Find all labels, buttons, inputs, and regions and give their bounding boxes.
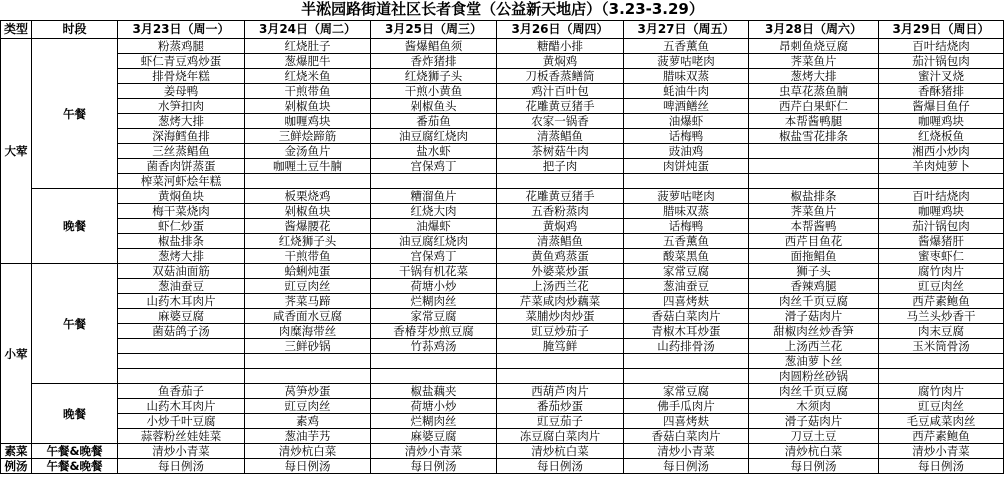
dish-cell: 茄汁锅包肉	[879, 54, 1004, 69]
dish-cell: 麻婆豆腐	[118, 309, 245, 324]
dish-cell: 把子肉	[497, 159, 624, 174]
dish-cell: 番茄炒蛋	[497, 399, 624, 414]
menu-table	[0, 20, 1004, 474]
menu-row	[1, 354, 1004, 369]
dish-cell: 清炒小青菜	[118, 444, 245, 459]
dish-cell: 虫草花蒸鱼腩	[749, 84, 879, 99]
dish-cell: 香菇白菜肉片	[624, 309, 749, 324]
dish-cell: 腊味双蒸	[624, 69, 749, 84]
dish-cell: 荠菜鱼片	[749, 204, 879, 219]
dish-cell: 咖喱鸡块	[879, 114, 1004, 129]
dish-cell: 花雕黄豆猪手	[497, 189, 624, 204]
dish-cell: 葱油蚕豆	[624, 279, 749, 294]
header-day-fri: 3月27日（周五）	[624, 21, 749, 39]
dish-cell	[245, 174, 371, 189]
dish-cell: 莴笋炒蛋	[245, 384, 371, 399]
dish-cell: 荷塘小炒	[371, 399, 497, 414]
dish-cell: 肉饼炖蛋	[624, 159, 749, 174]
dish-cell: 清炒杭白菜	[497, 444, 624, 459]
menu-row	[1, 129, 1004, 144]
dish-cell: 马兰头炒香干	[879, 309, 1004, 324]
dish-cell	[624, 369, 749, 384]
menu-row	[1, 294, 1004, 309]
dish-cell: 葱烤大排	[749, 69, 879, 84]
dish-cell: 咸香面水豆腐	[245, 309, 371, 324]
dish-cell: 黄焖鱼块	[118, 189, 245, 204]
menu-row	[1, 339, 1004, 354]
dish-cell: 酱爆目鱼仔	[879, 99, 1004, 114]
dish-cell: 三鲜烩蹄筋	[245, 129, 371, 144]
menu-row	[1, 414, 1004, 429]
dish-cell: 话梅鸭	[624, 129, 749, 144]
header-day-tue: 3月24日（周二）	[245, 21, 371, 39]
dish-cell: 湘西小炒肉	[879, 144, 1004, 159]
menu-row	[1, 174, 1004, 189]
dish-cell	[118, 339, 245, 354]
dish-cell: 肉糜海带丝	[245, 324, 371, 339]
dish-cell: 梅干菜烧肉	[118, 204, 245, 219]
dish-cell: 狮子头	[749, 264, 879, 279]
header-day-mon: 3月23日（周一）	[118, 21, 245, 39]
category-label: 大荤	[1, 39, 32, 264]
dish-cell	[749, 174, 879, 189]
dish-cell: 干锅有机花菜	[371, 264, 497, 279]
period-label: 午餐&晚餐	[32, 444, 118, 459]
menu-row	[1, 69, 1004, 84]
dish-cell: 家常豆腐	[624, 264, 749, 279]
dish-cell: 咖喱鸡块	[245, 114, 371, 129]
dish-cell: 蛤蜊炖蛋	[245, 264, 371, 279]
dish-cell: 每日例汤	[245, 459, 371, 474]
dish-cell: 豇豆茄子	[497, 414, 624, 429]
dish-cell: 素鸡	[245, 414, 371, 429]
menu-row	[1, 369, 1004, 384]
dish-cell: 每日例汤	[497, 459, 624, 474]
dish-cell: 烂糊肉丝	[371, 294, 497, 309]
dish-cell	[749, 144, 879, 159]
dish-cell: 椒盐雪花排条	[749, 129, 879, 144]
dish-cell: 红烧米鱼	[245, 69, 371, 84]
period-label: 午餐&晚餐	[32, 459, 118, 474]
dish-cell: 荠菜马蹄	[245, 294, 371, 309]
dish-cell: 水笋扣肉	[118, 99, 245, 114]
dish-cell: 清炒小青菜	[879, 444, 1004, 459]
menu-row	[1, 429, 1004, 444]
dish-cell: 咖喱鸡块	[879, 204, 1004, 219]
dish-cell	[879, 354, 1004, 369]
dish-cell: 剁椒鱼头	[371, 99, 497, 114]
category-label: 素菜	[1, 444, 32, 459]
dish-cell: 红烧狮子头	[371, 69, 497, 84]
dish-cell: 麻婆豆腐	[371, 429, 497, 444]
menu-row	[1, 384, 1004, 399]
menu-row	[1, 84, 1004, 99]
dish-cell: 上汤西兰花	[497, 279, 624, 294]
dish-cell: 姜母鸭	[118, 84, 245, 99]
dish-cell: 豇豆肉丝	[245, 279, 371, 294]
dish-cell: 话梅鸭	[624, 219, 749, 234]
dish-cell: 酱爆猪肝	[879, 234, 1004, 249]
dish-cell: 糟溜鱼片	[371, 189, 497, 204]
dish-cell	[371, 174, 497, 189]
dish-cell: 香菇白菜肉片	[624, 429, 749, 444]
dish-cell: 腊味双蒸	[624, 204, 749, 219]
menu-row	[1, 324, 1004, 339]
dish-cell: 香辣鸡腿	[749, 279, 879, 294]
dish-cell	[371, 369, 497, 384]
dish-cell: 花雕黄豆猪手	[497, 99, 624, 114]
dish-cell: 木须肉	[749, 399, 879, 414]
dish-cell: 油爆虾	[624, 114, 749, 129]
dish-cell: 五香薰鱼	[624, 39, 749, 54]
dish-cell: 每日例汤	[624, 459, 749, 474]
dish-cell: 清炒小青菜	[624, 444, 749, 459]
dish-cell: 菌香肉饼蒸蛋	[118, 159, 245, 174]
dish-cell: 椒盐排条	[118, 234, 245, 249]
menu-row	[1, 279, 1004, 294]
dish-cell: 啤酒鳝丝	[624, 99, 749, 114]
dish-cell: 油爆虾	[371, 219, 497, 234]
dish-cell: 佛手瓜肉片	[624, 399, 749, 414]
dish-cell: 虾仁青豆鸡炒蛋	[118, 54, 245, 69]
dish-cell: 黄鱼鸡蒸蛋	[497, 249, 624, 264]
dish-cell	[118, 354, 245, 369]
dish-cell: 盐水虾	[371, 144, 497, 159]
dish-cell: 本帮酱鸭	[749, 219, 879, 234]
dish-cell: 清炒杭白菜	[749, 444, 879, 459]
dish-cell: 芹菜咸肉炒藕菜	[497, 294, 624, 309]
dish-cell: 清蒸鲳鱼	[497, 129, 624, 144]
dish-cell: 四喜烤麸	[624, 294, 749, 309]
menu-row	[1, 264, 1004, 279]
dish-cell: 茄汁锅包肉	[879, 219, 1004, 234]
dish-cell: 腐竹肉片	[879, 384, 1004, 399]
dish-cell: 山药木耳肉片	[118, 294, 245, 309]
dish-cell: 上汤西兰花	[749, 339, 879, 354]
dish-cell: 榨菜河虾烩年糕	[118, 174, 245, 189]
dish-cell: 葱油萝卜丝	[749, 354, 879, 369]
menu-row	[1, 219, 1004, 234]
dish-cell	[624, 354, 749, 369]
dish-cell: 干煎带鱼	[245, 249, 371, 264]
dish-cell: 烂糊肉丝	[371, 414, 497, 429]
dish-cell: 豇豆肉丝	[879, 399, 1004, 414]
dish-cell: 豇豆肉丝	[879, 279, 1004, 294]
dish-cell: 剁椒鱼块	[245, 99, 371, 114]
page-title: 半淞园路街道社区长者食堂（公益新天地店）（3.23-3.29）	[301, 0, 704, 18]
dish-cell: 农家一锅香	[497, 114, 624, 129]
dish-cell	[879, 369, 1004, 384]
dish-cell: 西葫芦肉片	[497, 384, 624, 399]
dish-cell	[749, 159, 879, 174]
header-type: 类型	[1, 21, 32, 39]
dish-cell: 葱烤大排	[118, 249, 245, 264]
menu-row	[1, 189, 1004, 204]
dish-cell: 酸菜黑鱼	[624, 249, 749, 264]
dish-cell: 百叶结烧肉	[879, 39, 1004, 54]
menu-row	[1, 159, 1004, 174]
dish-cell: 鱼香茄子	[118, 384, 245, 399]
dish-cell	[245, 354, 371, 369]
category-label: 小荤	[1, 264, 32, 444]
dish-cell: 葱油芋艿	[245, 429, 371, 444]
dish-cell: 豇豆肉丝	[245, 399, 371, 414]
menu-row	[1, 399, 1004, 414]
dish-cell: 本帮酱鸭腿	[749, 114, 879, 129]
dish-cell: 腐竹肉片	[879, 264, 1004, 279]
dish-cell: 深海鳕鱼排	[118, 129, 245, 144]
dish-cell: 荷塘小炒	[371, 279, 497, 294]
menu-row	[1, 114, 1004, 129]
dish-cell: 西芹白果虾仁	[749, 99, 879, 114]
dish-cell: 香椿芽炒煎豆腐	[371, 324, 497, 339]
dish-cell	[497, 369, 624, 384]
menu-row	[1, 204, 1004, 219]
menu-row	[1, 54, 1004, 69]
dish-cell: 糖醋小排	[497, 39, 624, 54]
dish-cell	[879, 174, 1004, 189]
header-period: 时段	[32, 21, 118, 39]
dish-cell	[624, 174, 749, 189]
dish-cell: 干煎带鱼	[245, 84, 371, 99]
dish-cell: 五香粉蒸肉	[497, 204, 624, 219]
dish-cell: 四喜烤麸	[624, 414, 749, 429]
menu-row	[1, 144, 1004, 159]
dish-cell: 西芹素鲍鱼	[879, 429, 1004, 444]
dish-cell: 番茄鱼	[371, 114, 497, 129]
dish-cell: 鸡汁百叶包	[497, 84, 624, 99]
category-label: 例汤	[1, 459, 32, 474]
dish-cell: 豇豆炒茄子	[497, 324, 624, 339]
dish-cell: 椒盐藕夹	[371, 384, 497, 399]
dish-cell: 虾仁炒蛋	[118, 219, 245, 234]
menu-row	[1, 309, 1004, 324]
period-label: 午餐	[32, 264, 118, 384]
dish-cell: 刀板香蒸鳝筒	[497, 69, 624, 84]
dish-cell: 金汤鱼片	[245, 144, 371, 159]
dish-cell: 三鲜砂锅	[245, 339, 371, 354]
dish-cell: 排骨烧年糕	[118, 69, 245, 84]
dish-cell	[118, 369, 245, 384]
dish-cell: 菠萝咕咾肉	[624, 54, 749, 69]
dish-cell: 葱烤大排	[118, 114, 245, 129]
dish-cell: 酱爆鲳鱼须	[371, 39, 497, 54]
dish-cell: 香炸猪排	[371, 54, 497, 69]
dish-cell: 菜脯炒肉炒蛋	[497, 309, 624, 324]
dish-cell: 蜜汁叉烧	[879, 69, 1004, 84]
dish-cell: 油豆腐红烧肉	[371, 234, 497, 249]
dish-cell: 清蒸鲳鱼	[497, 234, 624, 249]
menu-row	[1, 459, 1004, 474]
dish-cell: 竹荪鸡汤	[371, 339, 497, 354]
dish-cell: 甜椒肉丝炒香笋	[749, 324, 879, 339]
dish-cell: 玉米筒骨汤	[879, 339, 1004, 354]
menu-body	[1, 39, 1004, 474]
dish-cell: 蒜蓉粉丝娃娃菜	[118, 429, 245, 444]
menu-row	[1, 39, 1004, 54]
dish-cell: 肉末豆腐	[879, 324, 1004, 339]
header-day-sun: 3月29日（周日）	[879, 21, 1004, 39]
dish-cell: 蚝油牛肉	[624, 84, 749, 99]
dish-cell: 刀豆土豆	[749, 429, 879, 444]
dish-cell: 葱油蚕豆	[118, 279, 245, 294]
dish-cell: 家常豆腐	[624, 384, 749, 399]
dish-cell	[371, 354, 497, 369]
dish-cell: 油豆腐红烧肉	[371, 129, 497, 144]
dish-cell: 酱爆腰花	[245, 219, 371, 234]
dish-cell: 肉丝千页豆腐	[749, 294, 879, 309]
dish-cell: 羊肉炖萝卜	[879, 159, 1004, 174]
period-label: 晚餐	[32, 384, 118, 444]
dish-cell: 每日例汤	[749, 459, 879, 474]
dish-cell: 青椒木耳炒蛋	[624, 324, 749, 339]
dish-cell: 每日例汤	[371, 459, 497, 474]
dish-cell: 葱爆肥牛	[245, 54, 371, 69]
dish-cell: 红烧肚子	[245, 39, 371, 54]
dish-cell: 百叶结烧肉	[879, 189, 1004, 204]
header-day-wed: 3月25日（周三）	[371, 21, 497, 39]
dish-cell: 肉圆粉丝砂锅	[749, 369, 879, 384]
dish-cell: 宫保鸡丁	[371, 159, 497, 174]
dish-cell: 豉油鸡	[624, 144, 749, 159]
dish-cell: 面拖鲳鱼	[749, 249, 879, 264]
dish-cell: 滑子菇肉片	[749, 414, 879, 429]
period-label: 午餐	[32, 39, 118, 189]
dish-cell: 红烧板鱼	[879, 129, 1004, 144]
dish-cell: 小炒千叶豆腐	[118, 414, 245, 429]
dish-cell: 菠萝咕咾肉	[624, 189, 749, 204]
dish-cell: 剁椒鱼块	[245, 204, 371, 219]
dish-cell: 香酥猪排	[879, 84, 1004, 99]
dish-cell: 清炒杭白菜	[245, 444, 371, 459]
dish-cell: 每日例汤	[118, 459, 245, 474]
dish-cell: 冻豆腐白菜肉片	[497, 429, 624, 444]
menu-row	[1, 249, 1004, 264]
dish-cell	[497, 174, 624, 189]
dish-cell: 咖喱土豆牛腩	[245, 159, 371, 174]
header-day-thu: 3月26日（周四）	[497, 21, 624, 39]
menu-row	[1, 99, 1004, 114]
dish-cell: 三丝蒸鲳鱼	[118, 144, 245, 159]
dish-cell: 外婆菜炒蛋	[497, 264, 624, 279]
dish-cell: 黄焖鸡	[497, 54, 624, 69]
dish-cell: 板栗烧鸡	[245, 189, 371, 204]
dish-cell: 清炒小青菜	[371, 444, 497, 459]
dish-cell: 双菇油面筋	[118, 264, 245, 279]
dish-cell: 肉丝千页豆腐	[749, 384, 879, 399]
header-day-sat: 3月28日（周六）	[749, 21, 879, 39]
dish-cell: 干煎小黄鱼	[371, 84, 497, 99]
dish-cell: 腌笃鲜	[497, 339, 624, 354]
dish-cell: 西芹素鲍鱼	[879, 294, 1004, 309]
dish-cell: 椒盐排条	[749, 189, 879, 204]
dish-cell: 家常豆腐	[371, 309, 497, 324]
menu-row	[1, 234, 1004, 249]
dish-cell: 宫保鸡丁	[371, 249, 497, 264]
dish-cell: 山药排骨汤	[624, 339, 749, 354]
dish-cell: 粉蒸鸡腿	[118, 39, 245, 54]
dish-cell: 滑子菇肉片	[749, 309, 879, 324]
dish-cell: 昂刺鱼烧豆腐	[749, 39, 879, 54]
header-row	[1, 21, 1004, 39]
dish-cell: 五香薰鱼	[624, 234, 749, 249]
menu-row	[1, 444, 1004, 459]
dish-cell	[245, 369, 371, 384]
dish-cell: 荠菜鱼片	[749, 54, 879, 69]
period-label: 晚餐	[32, 189, 118, 264]
dish-cell	[497, 354, 624, 369]
dish-cell: 菌菇鸽子汤	[118, 324, 245, 339]
dish-cell: 茶树菇牛肉	[497, 144, 624, 159]
dish-cell: 红烧狮子头	[245, 234, 371, 249]
dish-cell: 红烧大肉	[371, 204, 497, 219]
dish-cell: 山药木耳肉片	[118, 399, 245, 414]
dish-cell: 西芹目鱼花	[749, 234, 879, 249]
dish-cell: 每日例汤	[879, 459, 1004, 474]
dish-cell: 毛豆咸菜肉丝	[879, 414, 1004, 429]
dish-cell: 蜜枣虾仁	[879, 249, 1004, 264]
dish-cell: 黄焖鸡	[497, 219, 624, 234]
